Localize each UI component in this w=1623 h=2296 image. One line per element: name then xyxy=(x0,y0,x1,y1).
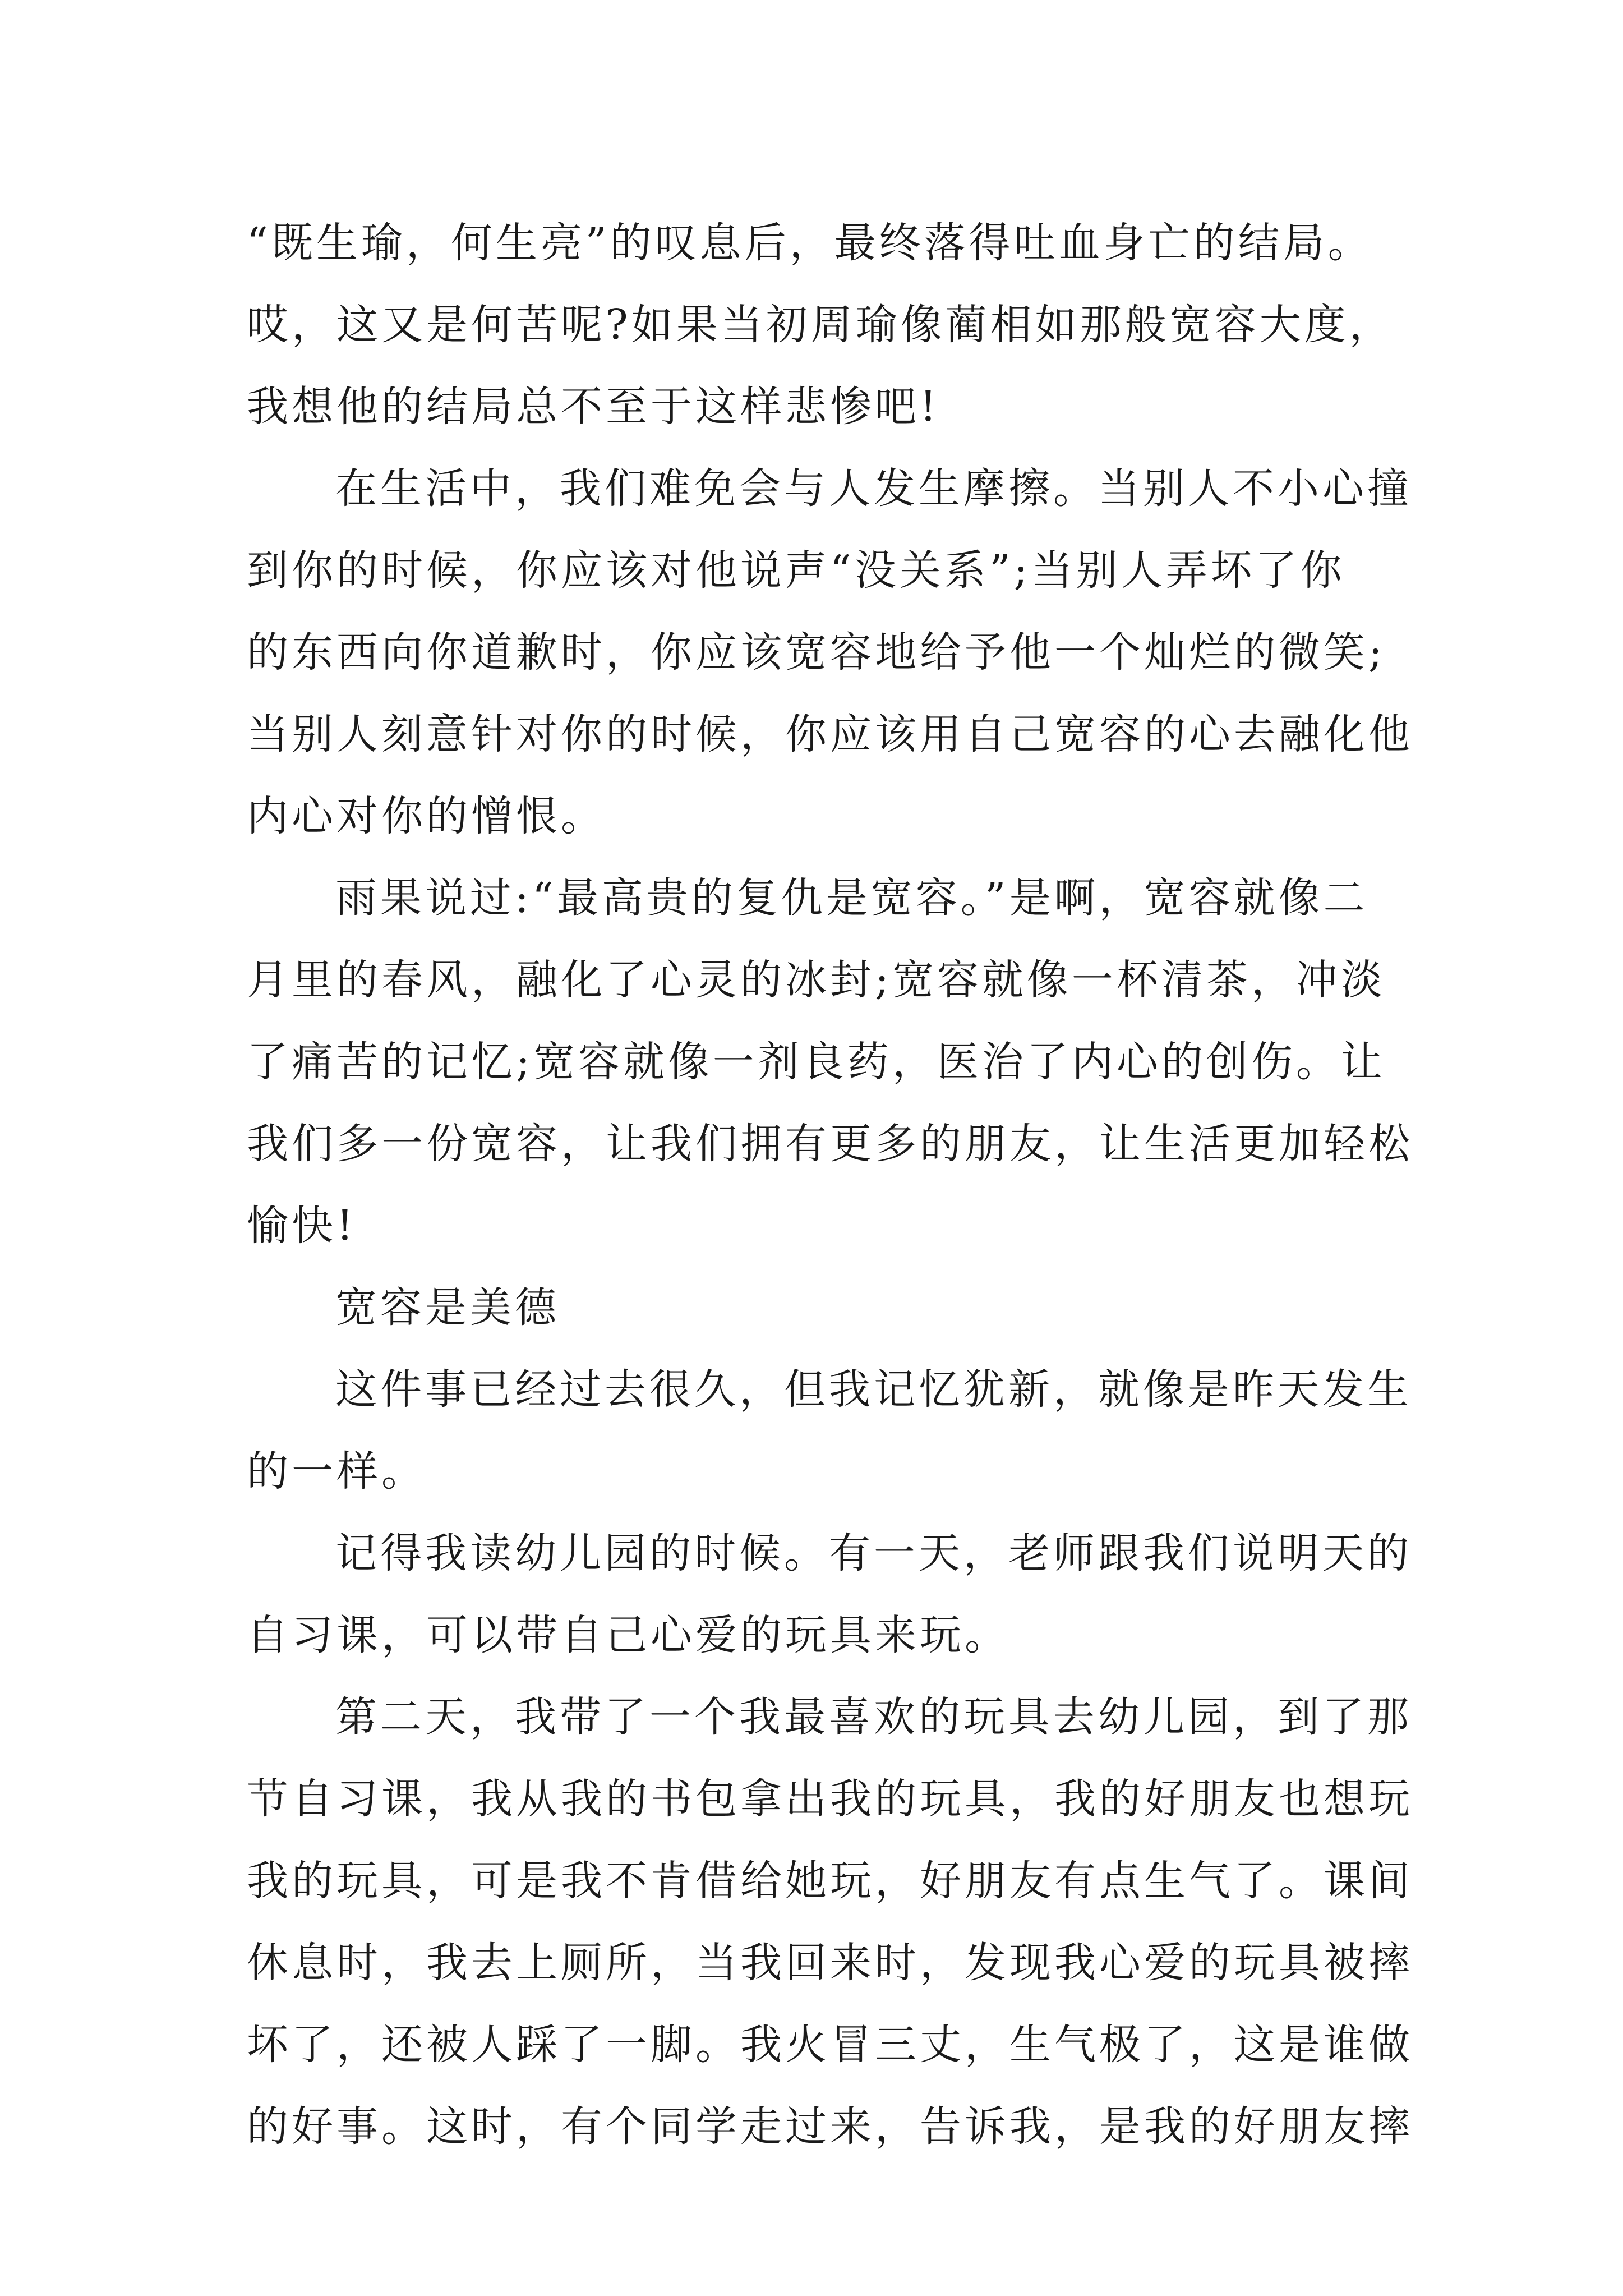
text-line: 休息时，我去上厕所，当我回来时，发现我心爱的玩具被摔 xyxy=(247,1939,1413,1987)
text-line: 节自习课，我从我的书包拿出我的玩具，我的好朋友也想玩 xyxy=(247,1775,1413,1823)
text-line: 我们多一份宽容，让我们拥有更多的朋友，让生活更加轻松 xyxy=(247,1120,1413,1168)
text-line: 的一样。 xyxy=(247,1447,426,1496)
text-line: 月里的春风，融化了心灵的冰封;宽容就像一杯清茶，冲淡 xyxy=(247,956,1386,1004)
text-line: 第二天，我带了一个我最喜欢的玩具去幼儿园，到了那 xyxy=(335,1693,1412,1741)
text-line: 这件事已经过去很久，但我记忆犹新，就像是昨天发生 xyxy=(335,1365,1412,1414)
text-line: 当别人刻意针对你的时候，你应该用自己宽容的心去融化他 xyxy=(247,710,1413,758)
text-line: 宽容是美德 xyxy=(335,1283,560,1332)
text-line: 在生活中，我们难免会与人发生摩擦。当别人不小心撞 xyxy=(335,464,1412,513)
text-line: 的好事。这时，有个同学走过来，告诉我，是我的好朋友摔 xyxy=(247,2102,1413,2151)
text-line: 到你的时候，你应该对他说声“没关系”;当别人弄坏了你 xyxy=(247,546,1345,595)
text-line: 愉快! xyxy=(247,1202,357,1250)
text-line: 我的玩具，可是我不肯借给她玩，好朋友有点生气了。课间 xyxy=(247,1857,1413,1905)
text-line: 哎，这又是何苦呢?如果当初周瑜像蔺相如那般宽容大度， xyxy=(247,301,1394,349)
body-text xyxy=(247,202,1413,2168)
text-line: 坏了，还被人踩了一脚。我火冒三丈，生气极了，这是谁做 xyxy=(247,2021,1413,2069)
text-line: 自习课，可以带自己心爱的玩具来玩。 xyxy=(247,1611,1009,1659)
text-line: 记得我读幼儿园的时候。有一天，老师跟我们说明天的 xyxy=(335,1529,1412,1577)
text-line: 雨果说过:“最高贵的复仇是宽容。”是啊，宽容就像二 xyxy=(335,874,1368,922)
text-line: “既生瑜，何生亮”的叹息后，最终落得吐血身亡的结局。 xyxy=(247,219,1373,267)
text-line: 了痛苦的记忆;宽容就像一剂良药，医治了内心的创伤。让 xyxy=(247,1038,1386,1086)
text-line: 的东西向你道歉时，你应该宽容地给予他一个灿烂的微笑; xyxy=(247,628,1386,677)
text-line: 我想他的结局总不至于这样悲惨吧! xyxy=(247,383,940,431)
text-line: 内心对你的憎恨。 xyxy=(247,792,606,840)
